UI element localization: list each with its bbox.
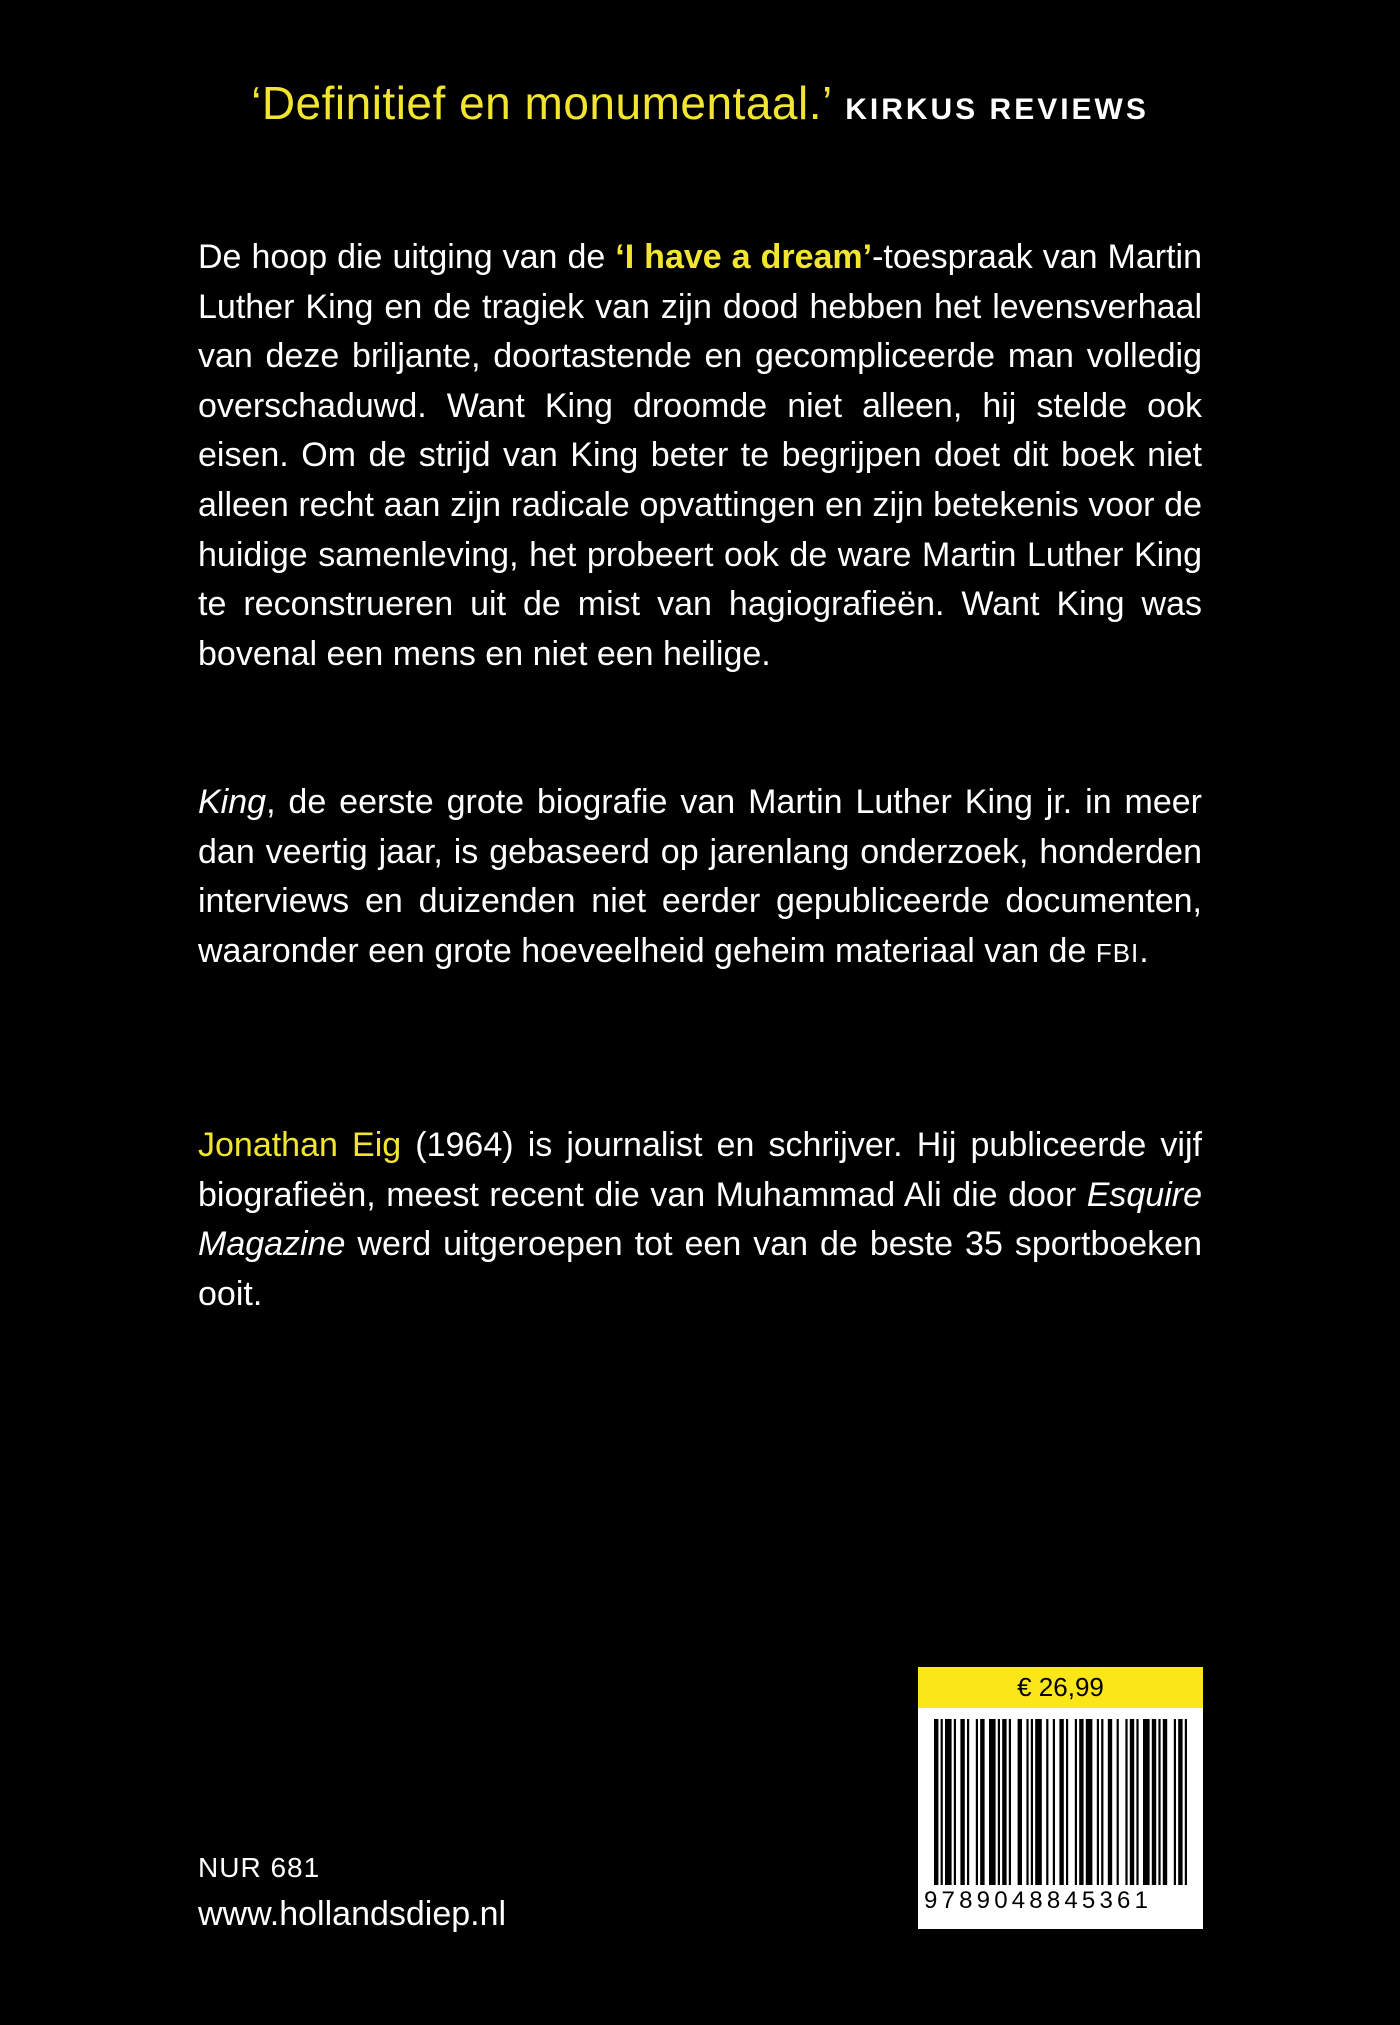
quote-text: ‘Definitief en monumentaal.’ <box>251 77 833 129</box>
barcode-bar <box>1158 1719 1160 1885</box>
fbi-smallcaps: FBI <box>1095 937 1140 968</box>
barcode-bar <box>1143 1719 1150 1885</box>
barcode-bar <box>1117 1719 1119 1885</box>
review-quote <box>0 76 1400 130</box>
barcode-bar <box>1178 1719 1182 1885</box>
magazine-name: Esquire Magazine <box>198 1175 1202 1264</box>
barcode-bar <box>1101 1719 1103 1885</box>
barcode-bar <box>1059 1719 1063 1885</box>
barcode-bar <box>1097 1719 1099 1885</box>
barcode-bar <box>1046 1719 1048 1885</box>
barcode-bar <box>945 1719 952 1885</box>
barcode-bar <box>1079 1719 1083 1885</box>
barcode-bar <box>980 1719 984 1885</box>
barcode-bar <box>1152 1719 1156 1885</box>
publisher-website[interactable]: www.hollandsdiep.nl <box>198 1895 507 1933</box>
blurb-p1-rest: -toespraak van Martin Luther King en de tragiek van zijn dood hebben het levensverhaal van deze briljante, doortastende en gecompliceerde man volledig overschaduwd. Want King droomde niet alleen, hij stelde ook eisen. Om de strijd van King beter te begrijpen doet dit boek niet alleen recht aan zijn radicale opvattingen en zijn betekenis voor de huidige samenleving, het probeert ook de ware Martin Luther King te reconstrueren uit de mist van hagiografieën. Want King was bovenal een mens en niet een heilige. <box>198 238 1203 673</box>
blurb-p2-text: , de eerste grote biografie van Martin Luther King jr. in meer dan veertig jaar, is gebaseerd op jarenlang onderzoek, honderden interviews en duizenden niet eerder gepubliceerde documenten, waaronder een grote hoeveelheid geheim materiaal van de <box>198 783 1202 970</box>
nur-code: NUR 681 <box>198 1852 321 1883</box>
barcode-bar <box>1075 1719 1077 1885</box>
blurb-p1-start: De hoop die uitging van de <box>198 238 616 276</box>
barcode-bar <box>1185 1719 1187 1885</box>
barcode-bar <box>1125 1719 1127 1885</box>
barcode-bar <box>1130 1719 1134 1885</box>
quote-source: KIRKUS REVIEWS <box>845 93 1149 126</box>
barcode-bar <box>1002 1719 1006 1885</box>
author-bio <box>198 1121 1202 1319</box>
barcode-bar <box>1108 1719 1112 1885</box>
isbn-digits: 9789048845361 <box>924 1887 1153 1914</box>
barcode-bar <box>1031 1719 1033 1885</box>
blurb-p2-end: . <box>1139 931 1149 970</box>
barcode-bar <box>934 1719 938 1885</box>
barcode-bar <box>1086 1719 1093 1885</box>
price-label: € 26,99 <box>918 1667 1203 1708</box>
book-title: King <box>198 783 267 821</box>
author-bio-text-1: (1964) is journalist en schrijver. Hij publiceerde vijf biografieën, meest recent die van Muhammad Ali die door <box>198 1126 1202 1214</box>
barcode-bar <box>1053 1719 1055 1885</box>
barcode-bar <box>1018 1719 1022 1885</box>
barcode-bar <box>1066 1719 1068 1885</box>
barcode-bar <box>1163 1719 1167 1885</box>
barcode-bar <box>1026 1719 1028 1885</box>
barcode-bar <box>989 1719 996 1885</box>
barcode-bar <box>954 1719 956 1885</box>
barcode-bar <box>967 1719 969 1885</box>
blurb-paragraph-1 <box>198 233 1202 679</box>
barcode-bar <box>1009 1719 1011 1885</box>
barcode-bar <box>1035 1719 1042 1885</box>
author-bio-text-2: werd uitgeroepen tot een van de beste 35 sportboeken ooit. <box>198 1225 1202 1313</box>
barcode-box <box>918 1667 1203 1929</box>
barcode-bar <box>1174 1719 1176 1885</box>
author-name: Jonathan Eig <box>198 1126 402 1164</box>
barcode-bar <box>1136 1719 1138 1885</box>
barcode-bar <box>998 1719 1000 1885</box>
barcode-bar <box>941 1719 943 1885</box>
blurb-paragraph-2 <box>198 778 1202 978</box>
barcode-bars <box>934 1719 1187 1885</box>
dream-speech-highlight: ‘I have a dream’ <box>615 238 873 276</box>
barcode-bar <box>960 1719 964 1885</box>
barcode-bar <box>976 1719 978 1885</box>
